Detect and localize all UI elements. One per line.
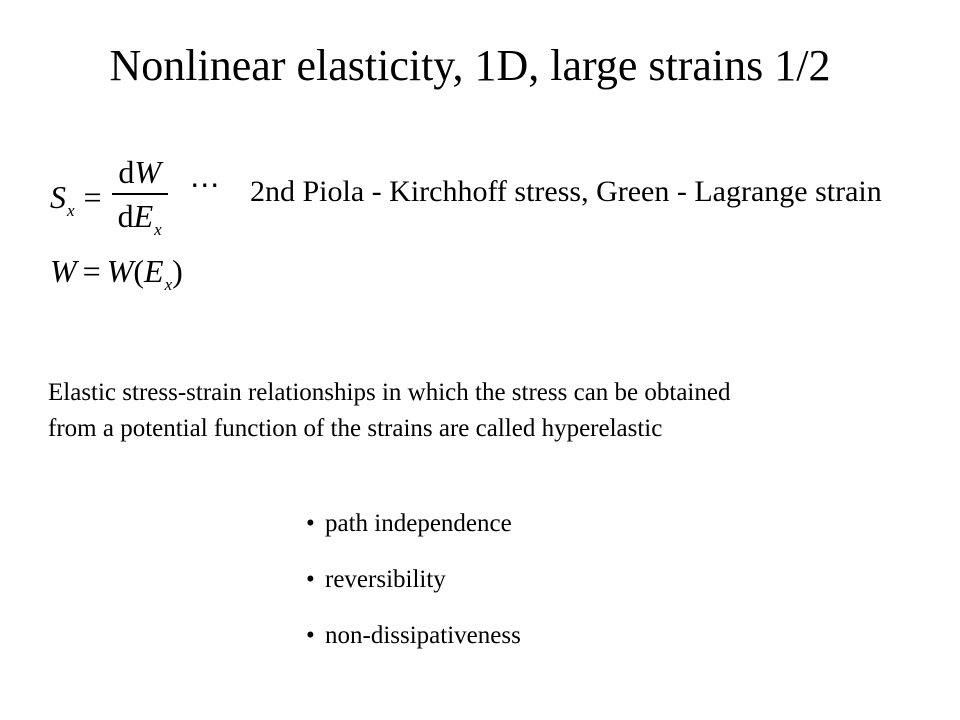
- list-item: • path independence: [306, 506, 521, 562]
- definition-line-2: from a potential function of the strains are called hyperelastic: [48, 415, 663, 442]
- ellipsis: ⋯: [189, 168, 221, 202]
- list-item: • non-dissipativeness: [306, 618, 521, 674]
- stress-symbol: $S_x$: [50, 178, 75, 220]
- hyperelastic-properties-list: [306, 506, 521, 674]
- equation-description: 2nd Piola - Kirchhoff stress, Green - Lagrange strain: [250, 175, 882, 208]
- strain-energy-function-equation: $W = W(E_x)$: [50, 253, 183, 294]
- fraction-numerator: dW: [118, 154, 161, 190]
- bullet-marker: •: [306, 566, 315, 593]
- second-piola-kirchhoff-equation: [50, 155, 221, 239]
- strain-energy-derivative-fraction: [112, 155, 168, 239]
- fraction-denominator: $dE_x$: [117, 198, 162, 239]
- bullet-marker: •: [306, 622, 315, 649]
- equals-sign: =: [83, 178, 102, 215]
- definition-line-1: Elastic stress-strain relationships in which the stress can be obtained: [48, 379, 731, 406]
- list-item: • reversibility: [306, 562, 521, 618]
- bullet-marker: •: [306, 510, 315, 537]
- hyperelastic-definition: [48, 375, 948, 447]
- slide-title: Nonlinear elasticity, 1D, large strains 1/2: [109, 41, 831, 90]
